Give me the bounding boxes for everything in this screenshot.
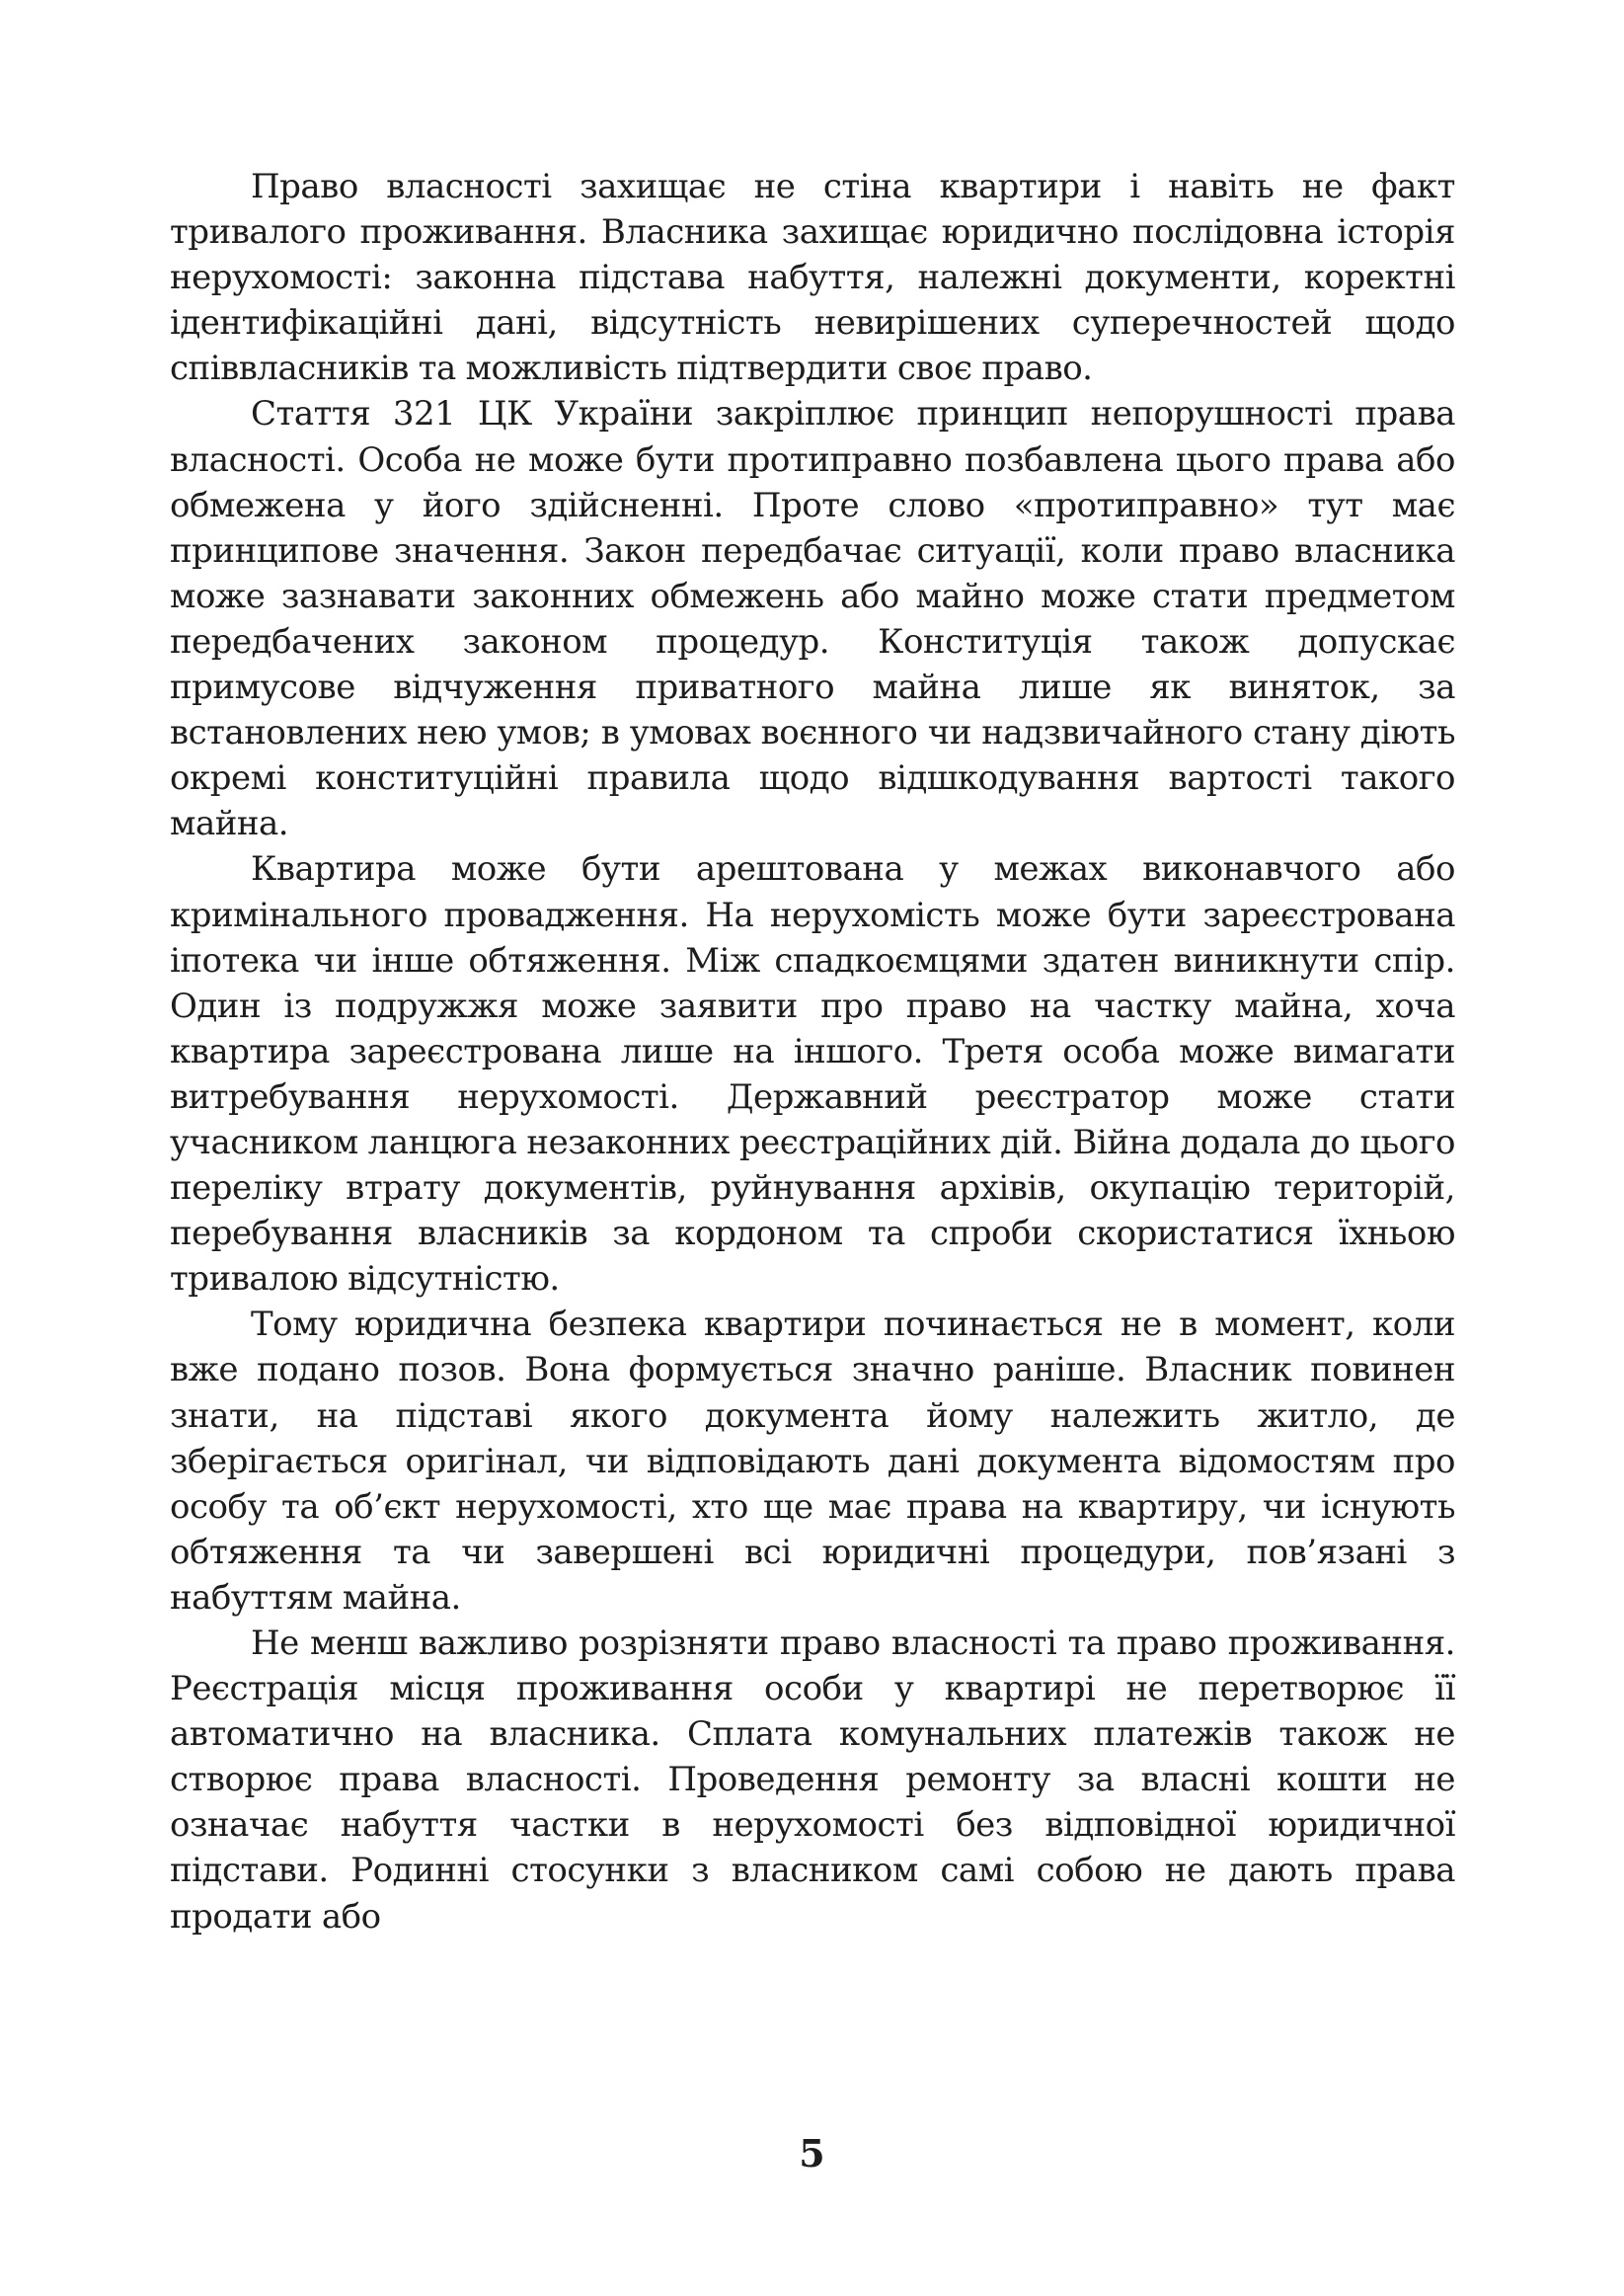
paragraph: Тому юридична безпека квартири починається не в момент, коли вже подано позов. Вона формується значно раніше. Власник повинен знати, на підставі якого документа йому належить житло, де зберігається оригінал, чи відповідають дані документа відомостям про особу та об’єкт нерухомості, хто ще має права на квартиру, чи існують обтяження та чи завершені всі юридичні процедури, пов’язані з набуттям майна. bbox=[170, 1305, 1455, 1618]
paragraph: Квартира може бути арештована у межах виконавчого або кримінального провадження. На нерухомість може бути зареєстрована іпотека чи інше обтяження. Між спадкоємцями здатен виникнути спір. Один із подружжя може заявити про право на частку майна, хоча квартира зареєстрована лише на іншого. Третя особа може вимагати витребування нерухомості. Державний реєстратор може стати учасником ланцюга незаконних реєстраційних дій. Війна додала до цього переліку втрату документів, руйнування архівів, окупацію територій, перебування власників за кордоном та спроби скористатися їхньою тривалою відсутністю. bbox=[170, 849, 1455, 1300]
paragraph: Не менш важливо розрізняти право власності та право проживання. Реєстрація місця проживання особи у квартирі не перетворює її автоматично на власника. Сплата комунальних платежів також не створює права власності. Проведення ремонту за власні кошти не означає набуття частки в нерухомості без відповідної юридичної підстави. Родинні стосунки з власником самі собою не дають права продати або bbox=[170, 1623, 1455, 1937]
page-number: 5 bbox=[799, 2131, 825, 2176]
paragraph: Стаття 321 ЦК України закріплює принцип непорушності права власності. Особа не може бути протиправно позбавлена цього права або обмежена у його здійсненні. Проте слово «протиправно» тут має принципове значення. Закон передбачає ситуації, коли право власника може зазнавати законних обмежень або майно може стати предметом передбачених законом процедур. Конституція також допускає примусове відчуження приватного майна лише як виняток, за встановлених нею умов; в умовах воєнного чи надзвичайного стану діють окремі конституційні правила щодо відшкодування вартості такого майна. bbox=[170, 394, 1455, 844]
body-text bbox=[170, 164, 1455, 1940]
paragraph: Право власності захищає не стіна квартири і навіть не факт тривалого проживання. Власника захищає юридично послідовна історія нерухомості: законна підстава набуття, належні документи, коректні ідентифікаційні дані, відсутність невирішених суперечностей щодо співвласників та можливість підтвердити своє право. bbox=[170, 167, 1455, 389]
